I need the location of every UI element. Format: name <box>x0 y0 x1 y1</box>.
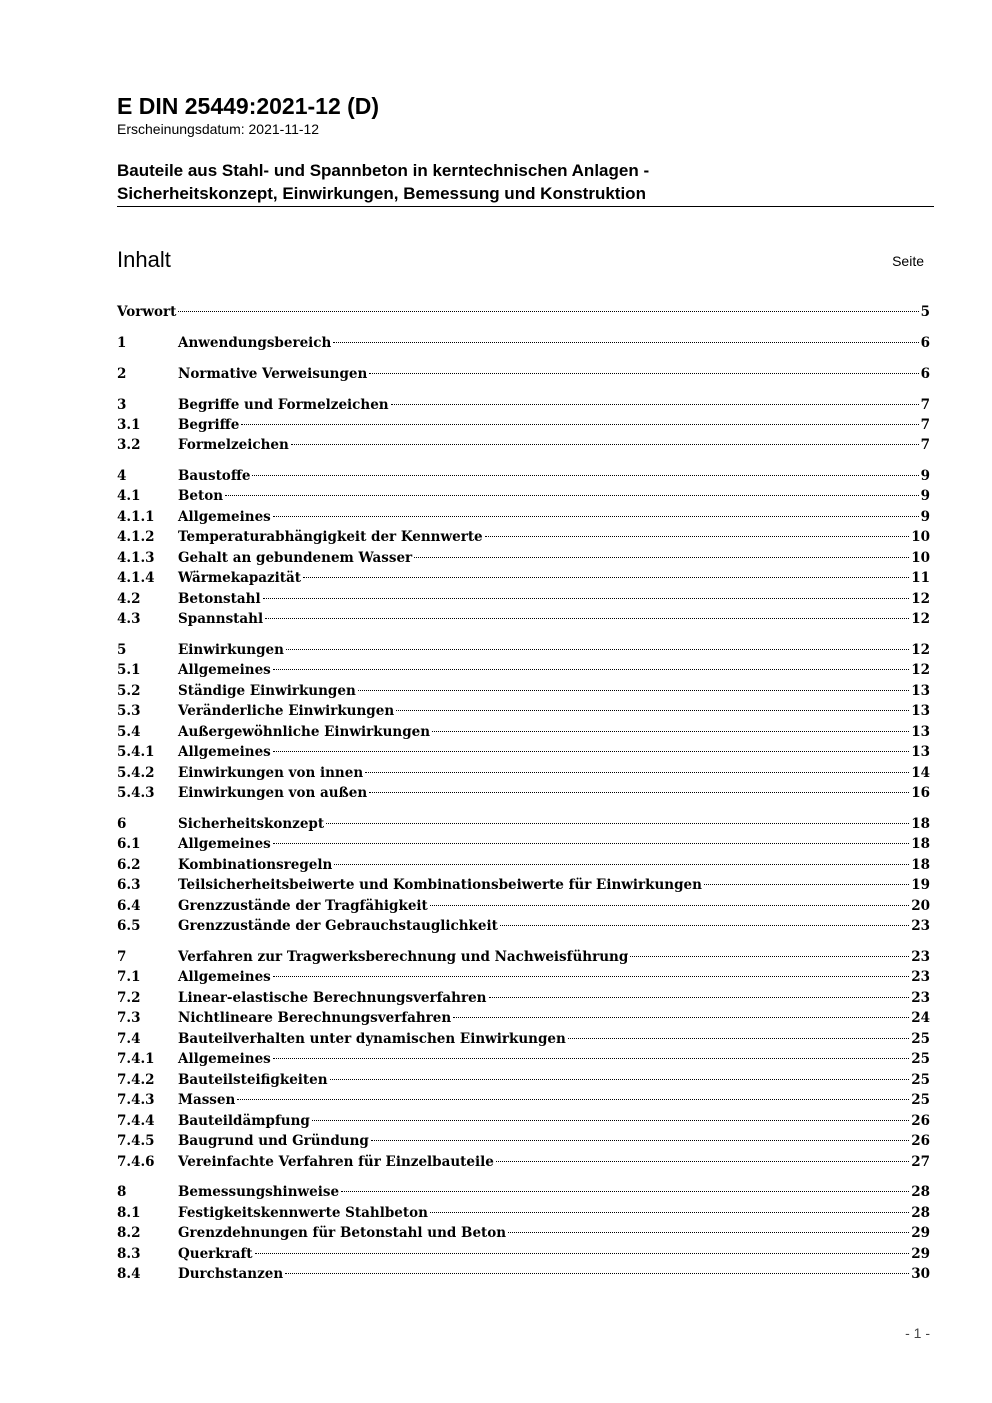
toc-entry[interactable] <box>117 1008 930 1028</box>
toc-entry-number: 8.3 <box>117 1246 141 1262</box>
toc-entry-title: Grenzzustände der Gebrauchstauglichkeit <box>178 918 498 934</box>
toc-entry-number: 4.2 <box>117 591 141 607</box>
toc-dot-leader <box>369 792 909 793</box>
toc-entry-page: 26 <box>911 1133 930 1149</box>
toc-entry[interactable] <box>117 507 930 527</box>
toc-entry-page: 11 <box>911 570 930 586</box>
toc-dot-leader <box>391 404 919 405</box>
toc-entry-number: 7.1 <box>117 969 141 985</box>
toc-entry[interactable] <box>117 763 930 783</box>
toc-entry-page: 16 <box>911 785 930 801</box>
toc-entry[interactable] <box>117 783 930 803</box>
toc-entry-title: Querkraft <box>178 1246 253 1262</box>
toc-entry-page: 25 <box>911 1092 930 1108</box>
toc-entry-page: 7 <box>920 437 930 453</box>
toc-entry-title: Grenzdehnungen für Betonstahl und Beton <box>178 1225 507 1241</box>
toc-entry[interactable] <box>117 302 930 322</box>
toc-entry-page: 29 <box>911 1225 930 1241</box>
toc-dot-leader <box>414 557 909 558</box>
toc-entry[interactable] <box>117 1029 930 1049</box>
toc-entry-page: 9 <box>920 488 930 504</box>
toc-entry-title: Nichtlineare Berechnungsverfahren <box>178 1010 452 1026</box>
toc-entry-title: Begriffe und Formelzeichen <box>178 397 389 413</box>
toc-dot-leader <box>489 997 910 998</box>
table-of-contents <box>117 0 930 1403</box>
toc-entry-page: 28 <box>911 1184 930 1200</box>
toc-entry-number: 6.4 <box>117 898 141 914</box>
toc-entry-title: Bauteilsteifigkeiten <box>178 1072 328 1088</box>
toc-entry[interactable] <box>117 486 930 506</box>
toc-entry-page: 10 <box>911 550 930 566</box>
toc-entry-number: 4.1 <box>117 488 141 504</box>
toc-entry-title: Allgemeines <box>178 744 271 760</box>
toc-entry-page: 23 <box>911 969 930 985</box>
toc-entry-title: Wärmekapazität <box>178 570 302 586</box>
toc-dot-leader <box>273 843 909 844</box>
toc-entry[interactable] <box>117 681 930 701</box>
toc-entry[interactable] <box>117 701 930 721</box>
toc-entry[interactable] <box>117 855 930 875</box>
toc-dot-leader <box>263 598 910 599</box>
toc-dot-leader <box>330 1079 910 1080</box>
toc-entry-title: Massen <box>178 1092 236 1108</box>
toc-entry[interactable] <box>117 364 930 384</box>
toc-entry-page: 12 <box>911 662 930 678</box>
toc-entry-number: 1 <box>117 335 127 351</box>
toc-entry-number: 8.4 <box>117 1266 141 1282</box>
toc-entry-number: 5.4.1 <box>117 744 155 760</box>
toc-entry[interactable] <box>117 395 930 415</box>
toc-entry-number: 6.1 <box>117 836 141 852</box>
toc-entry-title: Einwirkungen von außen <box>178 785 368 801</box>
toc-entry-page: 12 <box>911 591 930 607</box>
toc-entry-title: Baustoffe <box>178 468 251 484</box>
toc-entry-page: 5 <box>920 304 930 320</box>
document-id: E DIN 25449:2021-12 (D) <box>117 93 380 119</box>
toc-dot-leader <box>500 925 909 926</box>
toc-dot-leader <box>252 475 918 476</box>
toc-dot-leader <box>333 342 918 343</box>
toc-dot-leader <box>291 444 919 445</box>
toc-entry-title: Gehalt an gebundenem Wasser <box>178 550 413 566</box>
toc-entry-number: 4.1.2 <box>117 529 155 545</box>
toc-entry[interactable] <box>117 1152 930 1172</box>
toc-dot-leader <box>704 884 909 885</box>
toc-dot-leader <box>396 710 909 711</box>
toc-dot-leader <box>285 1273 909 1274</box>
toc-entry-page: 18 <box>911 816 930 832</box>
toc-entry[interactable] <box>117 435 930 455</box>
toc-entry-page: 12 <box>911 642 930 658</box>
toc-dot-leader <box>178 311 918 312</box>
toc-entry-title: Verfahren zur Tragwerksberechnung und Nachweisführung <box>178 949 629 965</box>
toc-entry-title: Betonstahl <box>178 591 261 607</box>
toc-dot-leader <box>273 976 909 977</box>
toc-entry-title: Temperaturabhängigkeit der Kennwerte <box>178 529 483 545</box>
toc-entry-title: Teilsicherheitsbeiwerte und Kombinationsbeiwerte für Einwirkungen <box>178 877 702 893</box>
toc-entry-page: 25 <box>911 1072 930 1088</box>
toc-entry-title: Vereinfachte Verfahren für Einzelbauteile <box>178 1154 494 1170</box>
toc-dot-leader <box>358 690 909 691</box>
toc-entry-page: 14 <box>911 765 930 781</box>
toc-entry-title: Bemessungshinweise <box>178 1184 340 1200</box>
toc-entry-number: 5.4 <box>117 724 141 740</box>
toc-entry-title: Normative Verweisungen <box>178 366 368 382</box>
toc-entry[interactable] <box>117 640 930 660</box>
toc-entry[interactable] <box>117 947 930 967</box>
toc-entry-page: 24 <box>911 1010 930 1026</box>
toc-dot-leader <box>430 905 909 906</box>
toc-dot-leader <box>430 1212 909 1213</box>
toc-dot-leader <box>369 373 918 374</box>
toc-entry-page: 9 <box>920 509 930 525</box>
toc-dot-leader <box>371 1140 909 1141</box>
toc-entry[interactable] <box>117 548 930 568</box>
toc-entry-page: 6 <box>920 335 930 351</box>
toc-entry[interactable] <box>117 916 930 936</box>
toc-entry[interactable] <box>117 1203 930 1223</box>
toc-entry-page: 23 <box>911 949 930 965</box>
toc-entry-number: 5.3 <box>117 703 141 719</box>
toc-dot-leader <box>334 864 909 865</box>
toc-dot-leader <box>273 669 909 670</box>
toc-dot-leader <box>341 1191 909 1192</box>
toc-entry-page: 28 <box>911 1205 930 1221</box>
toc-dot-leader <box>237 1099 909 1100</box>
page-number: - 1 - <box>905 1325 930 1341</box>
toc-entry-page: 18 <box>911 836 930 852</box>
toc-entry-number: 5.4.2 <box>117 765 155 781</box>
toc-entry[interactable] <box>117 1111 930 1131</box>
toc-dot-leader <box>265 618 909 619</box>
toc-entry-title: Durchstanzen <box>178 1266 284 1282</box>
toc-entry-number: 5.2 <box>117 683 141 699</box>
toc-entry-number: 4.1.1 <box>117 509 155 525</box>
toc-dot-leader <box>508 1232 909 1233</box>
toc-entry-page: 26 <box>911 1113 930 1129</box>
toc-dot-leader <box>496 1161 909 1162</box>
toc-dot-leader <box>225 495 919 496</box>
toc-entry-number: 5.4.3 <box>117 785 155 801</box>
toc-dot-leader <box>303 577 909 578</box>
toc-entry[interactable] <box>117 988 930 1008</box>
toc-page-column-label: Seite <box>892 253 924 269</box>
toc-entry[interactable] <box>117 742 930 762</box>
toc-dot-leader <box>273 516 919 517</box>
toc-entry-number: 3.2 <box>117 437 141 453</box>
toc-entry-page: 7 <box>920 397 930 413</box>
toc-entry-title: Spannstahl <box>178 611 264 627</box>
toc-entry-page: 12 <box>911 611 930 627</box>
toc-entry[interactable] <box>117 589 930 609</box>
toc-entry-number: 7.4.3 <box>117 1092 155 1108</box>
toc-entry-title: Formelzeichen <box>178 437 289 453</box>
toc-entry-number: 7.4.6 <box>117 1154 155 1170</box>
toc-dot-leader <box>453 1017 909 1018</box>
toc-entry[interactable] <box>117 1070 930 1090</box>
toc-entry[interactable] <box>117 333 930 353</box>
toc-dot-leader <box>273 1058 909 1059</box>
toc-entry-number: 2 <box>117 366 127 382</box>
toc-entry-number: 5.1 <box>117 662 141 678</box>
toc-entry-title: Bauteilverhalten unter dynamischen Einwirkungen <box>178 1031 566 1047</box>
toc-entry-number: 6.5 <box>117 918 141 934</box>
toc-entry-number: 6.2 <box>117 857 141 873</box>
toc-entry-number: 8.1 <box>117 1205 141 1221</box>
toc-entry-title: Begriffe <box>178 417 240 433</box>
toc-entry[interactable] <box>117 834 930 854</box>
toc-entry[interactable] <box>117 1244 930 1264</box>
toc-entry-title: Baugrund und Gründung <box>178 1133 369 1149</box>
toc-entry[interactable] <box>117 660 930 680</box>
toc-entry-number: 7.4.2 <box>117 1072 155 1088</box>
toc-entry[interactable] <box>117 1223 930 1243</box>
toc-entry-number: 7.4.4 <box>117 1113 155 1129</box>
toc-entry-title: Außergewöhnliche Einwirkungen <box>178 724 431 740</box>
toc-entry[interactable] <box>117 967 930 987</box>
toc-entry[interactable] <box>117 1090 930 1110</box>
toc-entry-number: 5 <box>117 642 127 658</box>
toc-entry-title: Ständige Einwirkungen <box>178 683 356 699</box>
toc-entry-title: Kombinationsregeln <box>178 857 333 873</box>
toc-entry-number: 4.3 <box>117 611 141 627</box>
toc-entry-number: 6.3 <box>117 877 141 893</box>
toc-entry-page: 18 <box>911 857 930 873</box>
toc-entry-page: 13 <box>911 703 930 719</box>
toc-entry-title: Beton <box>178 488 224 504</box>
toc-heading: Inhalt <box>117 247 171 272</box>
toc-entry-title: Sicherheitskonzept <box>178 816 325 832</box>
toc-entry-number: 4.1.3 <box>117 550 155 566</box>
toc-dot-leader <box>286 649 909 650</box>
toc-entry-title: Veränderliche Einwirkungen <box>178 703 395 719</box>
toc-entry-title: Allgemeines <box>178 969 271 985</box>
toc-entry-title: Allgemeines <box>178 1051 271 1067</box>
toc-entry-title: Allgemeines <box>178 662 271 678</box>
toc-entry-title: Festigkeitskennwerte Stahlbeton <box>178 1205 428 1221</box>
toc-entry-number: 7.4 <box>117 1031 141 1047</box>
toc-entry-number: 4.1.4 <box>117 570 155 586</box>
toc-entry-title: Bauteildämpfung <box>178 1113 310 1129</box>
toc-entry[interactable] <box>117 1182 930 1202</box>
toc-entry-number: 3.1 <box>117 417 141 433</box>
toc-dot-leader <box>312 1120 909 1121</box>
toc-entry-page: 13 <box>911 724 930 740</box>
toc-entry-number: 7.3 <box>117 1010 141 1026</box>
toc-entry-page: 25 <box>911 1031 930 1047</box>
toc-entry-number: 7 <box>117 949 127 965</box>
toc-entry-title: Einwirkungen <box>178 642 284 658</box>
document-title-line-1: Bauteile aus Stahl- und Spannbeton in kerntechnischen Anlagen - <box>117 161 650 180</box>
publication-date: Erscheinungsdatum: 2021-11-12 <box>117 121 320 137</box>
toc-entry-title: Grenzzustände der Tragfähigkeit <box>178 898 428 914</box>
toc-entry[interactable] <box>117 1131 930 1151</box>
toc-entry-number: 7.4.1 <box>117 1051 155 1067</box>
toc-dot-leader <box>273 751 909 752</box>
toc-entry-number: 7.2 <box>117 990 141 1006</box>
toc-entry-page: 23 <box>911 918 930 934</box>
toc-entry[interactable] <box>117 1049 930 1069</box>
toc-entry[interactable] <box>117 609 930 629</box>
toc-dot-leader <box>485 536 910 537</box>
toc-entry-number: 4 <box>117 468 127 484</box>
toc-entry-title: Allgemeines <box>178 836 271 852</box>
toc-entry[interactable] <box>117 415 930 435</box>
toc-entry-number: 7.4.5 <box>117 1133 155 1149</box>
toc-entry[interactable] <box>117 875 930 895</box>
toc-entry[interactable] <box>117 1264 930 1284</box>
toc-dot-leader <box>568 1038 909 1039</box>
toc-entry-page: 10 <box>911 529 930 545</box>
toc-entry-page: 20 <box>911 898 930 914</box>
toc-dot-leader <box>241 424 918 425</box>
toc-dot-leader <box>432 731 909 732</box>
toc-entry-title: Linear-elastische Berechnungsverfahren <box>178 990 487 1006</box>
toc-entry-page: 9 <box>920 468 930 484</box>
toc-entry-title: Allgemeines <box>178 509 271 525</box>
toc-entry-page: 13 <box>911 683 930 699</box>
toc-entry[interactable] <box>117 896 930 916</box>
toc-entry-title: Anwendungsbereich <box>178 335 332 351</box>
toc-entry-page: 6 <box>920 366 930 382</box>
toc-entry-page: 29 <box>911 1246 930 1262</box>
toc-entry-page: 25 <box>911 1051 930 1067</box>
toc-dot-leader <box>326 823 909 824</box>
toc-entry[interactable] <box>117 568 930 588</box>
toc-entry[interactable] <box>117 527 930 547</box>
toc-entry-page: 13 <box>911 744 930 760</box>
toc-entry-title: Einwirkungen von innen <box>178 765 364 781</box>
toc-dot-leader <box>255 1253 910 1254</box>
toc-entry-number: 6 <box>117 816 127 832</box>
toc-entry-page: 7 <box>920 417 930 433</box>
toc-dot-leader <box>630 956 909 957</box>
document-title-line-2: Sicherheitskonzept, Einwirkungen, Bemessung und Konstruktion <box>117 184 646 203</box>
toc-dot-leader <box>365 772 909 773</box>
toc-entry-number: Vorwort <box>117 304 177 320</box>
toc-entry[interactable] <box>117 722 930 742</box>
toc-entry-page: 30 <box>911 1266 930 1282</box>
toc-entry-number: 8.2 <box>117 1225 141 1241</box>
toc-entry-page: 23 <box>911 990 930 1006</box>
toc-entry-number: 8 <box>117 1184 127 1200</box>
toc-entry-number: 3 <box>117 397 127 413</box>
toc-entry-page: 27 <box>911 1154 930 1170</box>
toc-entry[interactable] <box>117 466 930 486</box>
toc-entry-page: 19 <box>911 877 930 893</box>
toc-entry[interactable] <box>117 814 930 834</box>
